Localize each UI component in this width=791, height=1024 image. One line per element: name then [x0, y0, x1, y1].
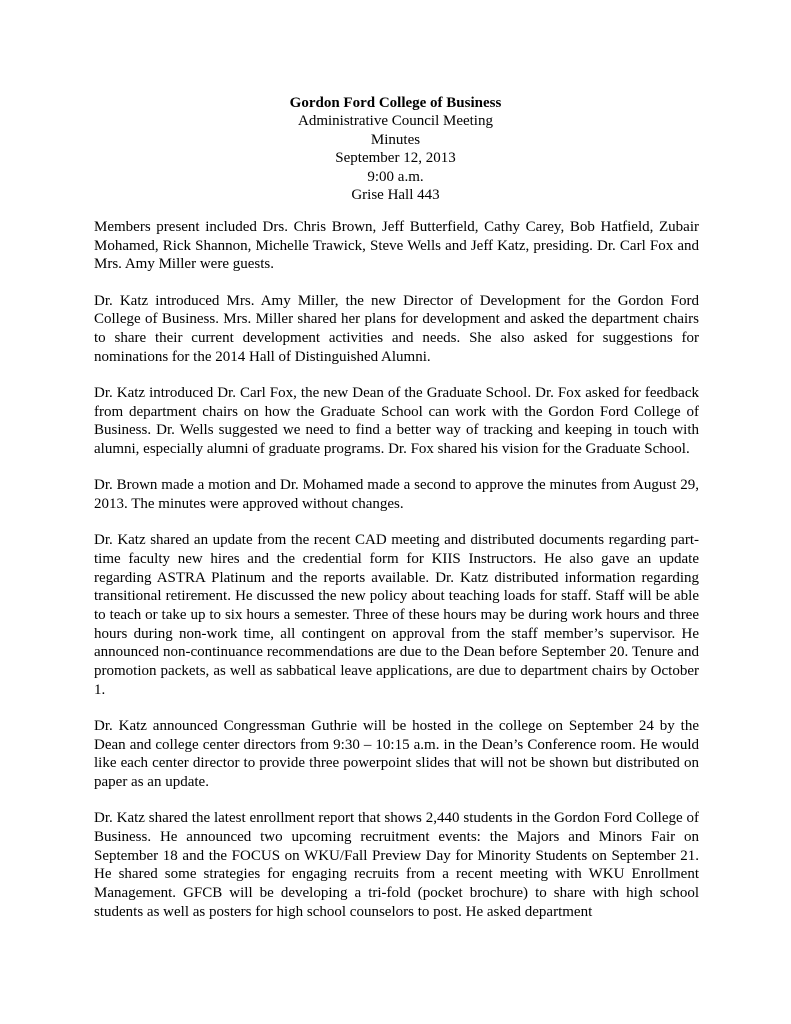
paragraph-graduate-school: Dr. Katz introduced Dr. Carl Fox, the new Dean of the Graduate School. Dr. Fox asked for feedback from department chairs on how the Graduate School can work with the Gordon Ford College of Business. Dr. Wells suggested we need to find a better way of tracking and keeping in touch with alumni, especially alumni of graduate programs. Dr. Fox shared his vision for the Graduate School.	[94, 384, 699, 458]
paragraph-cad-update: Dr. Katz shared an update from the recent CAD meeting and distributed documents regarding part-time faculty new hires and the credential form for KIIS Instructors. He also gave an update regarding ASTRA Platinum and the reports available. Dr. Katz distributed information regarding transitional retirement. He discussed the new policy about teaching loads for staff. Staff will be able to teach or take up to six hours a semester. Three of these hours may be during work hours and three hours during non-work time, all contingent on approval from the staff member’s supervisor. He announced non-continuance recommendations are due to the Dean before September 20. Tenure and promotion packets, as well as sabbatical leave applications, are due to department chairs by October 1.	[94, 532, 699, 698]
meeting-name: Administrative Council Meeting	[298, 113, 493, 130]
paragraph-enrollment: Dr. Katz shared the latest enrollment report that shows 2,440 students in the Gordon Ford College of Business. He announced two upcoming recruitment events: the Majors and Minors Fair on September 18 and the FOCUS on WKU/Fall Preview Day for Minority Students on September 21. He shared some strategies for engaging recruits from a recent meeting with WKU Enrollment Management. GFCB will be developing a tri-fold (pocket brochure) to share with high school students as well as posters for high school counselors to post. He asked department	[94, 810, 699, 920]
paragraph-minutes-approval: Dr. Brown made a motion and Dr. Mohamed made a second to approve the minutes from August 29, 2013. The minutes were approved without changes.	[94, 477, 699, 512]
minutes-body	[94, 218, 699, 939]
meeting-date: September 12, 2013	[335, 150, 456, 167]
paragraph-development: Dr. Katz introduced Mrs. Amy Miller, the new Director of Development for the Gordon Ford College of Business. Mrs. Miller shared her plans for development and asked the department chairs to share their current development activities and needs. She also asked for suggestions for nominations for the 2014 Hall of Distinguished Alumni.	[94, 292, 699, 365]
document-header	[0, 94, 791, 204]
meeting-time: 9:00 a.m.	[367, 168, 424, 185]
meeting-location: Grise Hall 443	[351, 187, 440, 204]
paragraph-congressman-visit: Dr. Katz announced Congressman Guthrie will be hosted in the college on September 24 by the Dean and college center directors from 9:30 – 10:15 a.m. in the Dean’s Conference room. He would like each center director to provide three powerpoint slides that will not be shown but distributed on paper as an update.	[94, 717, 699, 791]
college-title: Gordon Ford College of Business	[289, 95, 502, 111]
document-type: Minutes	[370, 131, 421, 148]
paragraph-attendance: Members present included Drs. Chris Brown, Jeff Butterfield, Cathy Carey, Bob Hatfield, Zubair Mohamed, Rick Shannon, Michelle Trawick, Steve Wells and Jeff Katz, presiding. Dr. Carl Fox and Mrs. Amy Miller were guests.	[94, 219, 699, 273]
